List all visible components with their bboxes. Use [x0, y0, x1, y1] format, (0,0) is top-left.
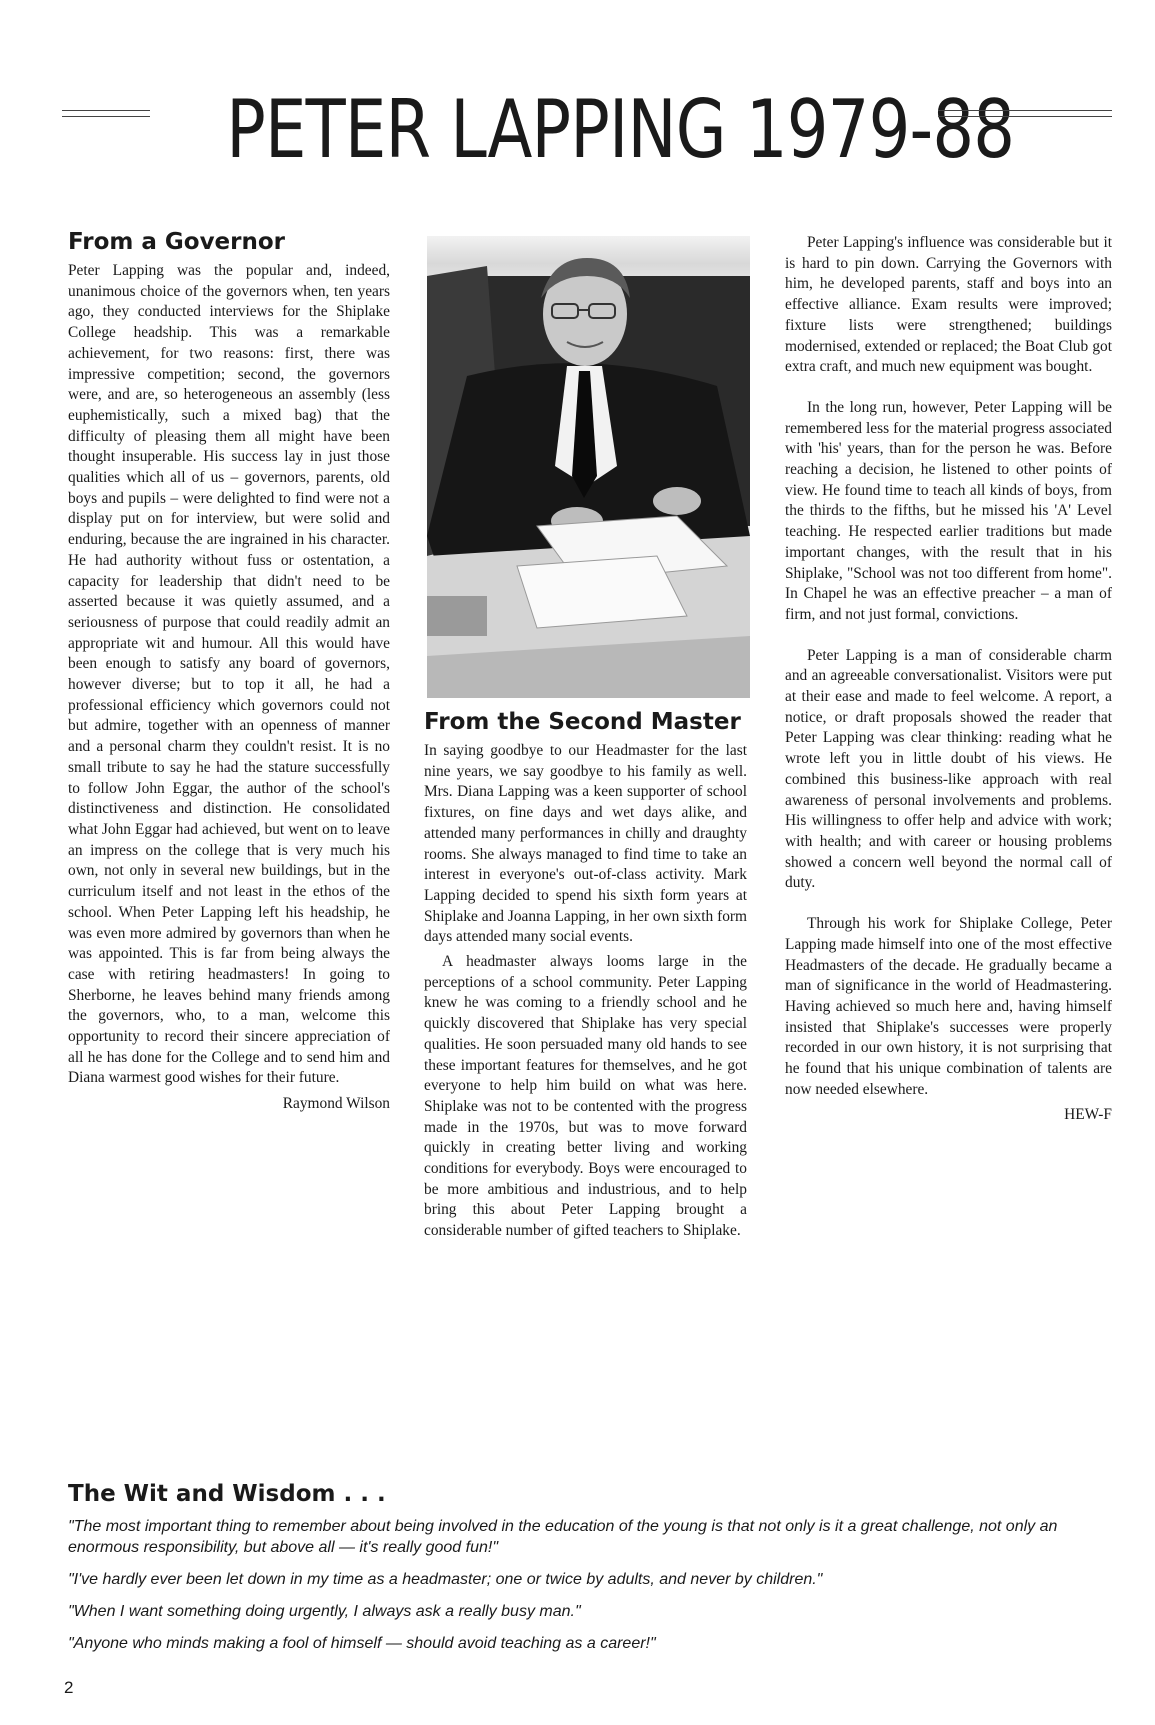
governor-heading: From a Governor: [68, 229, 286, 255]
masthead-rule-left: [62, 110, 150, 117]
page-title: PETER LAPPING 1979-88: [226, 83, 1015, 176]
masthead-rule-right: [938, 110, 1112, 117]
portrait-photo: [427, 236, 750, 698]
third-column: [785, 233, 1112, 1126]
second-master-column: [424, 708, 747, 1242]
second-master-paragraph: In saying goodbye to our Headmaster for the last nine years, we say goodbye to his family as well. Mrs. Diana Lapping was a keen supporter of school fixtures, on fine days and wet days alike, and attended many performances in chilly and draughty rooms. She always managed to find time to take an interest in everyone's out-of-class activity. Mark Lapping decided to spend his sixth form years at Shiplake and Joanna Lapping, in her own sixth form days attended many social events.: [424, 742, 747, 946]
second-master-paragraph: A headmaster always looms large in the perceptions of a school community. Peter Lapping knew he was coming to a friendly school and he quickly discovered that Shiplake has very special qualities. He soon persuaded many old hands to see these important features for themselves, and he got everyone to help him build on what was here. Shiplake was not to be contented with the progress made in the 1970s, but was to move forward quickly in creating better living and working conditions for everybody. Boys were encouraged to be more ambitious and industrious, and to help bring this about Peter Lapping brought a considerable number of gifted teachers to Shiplake.: [424, 953, 747, 1240]
governor-signature: Raymond Wilson: [282, 1095, 390, 1113]
col3-paragraph: In the long run, however, Peter Lapping will be remembered less for the material progress associated with 'his' years, than for the person he was. Before reaching a decision, he listened to other points of view. He found time to teach all kinds of boys, from the thirds to the fifths, but he missed his 'A' Level teaching. He respected earlier traditions but made important changes, with the result that in his Shiplake, "School was not too different from home". In Chapel he was an effective preacher – a man of firm, and not just formal, convictions.: [785, 398, 1112, 623]
portrait-illustration: [427, 236, 750, 698]
wit-quote: "I've hardly ever been let down in my time as a headmaster; one or twice by adults, and never by children.": [68, 1571, 823, 1588]
governor-column: [68, 228, 390, 1115]
wit-heading: The Wit and Wisdom . . .: [68, 1481, 386, 1507]
wit-quote: "When I want something doing urgently, I always ask a really busy man.": [68, 1603, 581, 1620]
second-master-heading: From the Second Master: [424, 709, 741, 735]
col3-paragraph: Peter Lapping's influence was considerable but it is hard to pin down. Carrying the Governors with him, he developed parents, staff and boys into an effective alliance. Exam results were improved; fixture lists were strengthened; buildings modernised, extended or replaced; the Boat Club got extra craft, and much new equipment was bought.: [785, 234, 1112, 376]
governor-body: Peter Lapping was the popular and, indeed, unanimous choice of the governors when, ten years ago, they conducted interviews for the Shiplake College headship. This was a remarkable achievement, for two reasons: first, there was impressive competition; second, the governors were, and are, so heterogeneous an assembly (less euphemistically, such a mixed bag) that the difficulty of pleasing them all might have been thought insuperable. His success lay in just those qualities which all of us – governors, parents, old boys and pupils – were delighted to find were not a display put on for interview, but were solid and enduring, because the are ingrained in his character. He had authority without fuss or ostentation, a capacity for leadership that didn't need to be asserted because it was quietly assumed, and a seriousness of purpose that could readily admit an appropriate wit and humour. All this would have been enough to satisfy any board of governors, however diverse; but to top it all, he had a professional efficiency which governors could not but admire, together with an openness of manner and a personal charm they couldn't resist. It is no small tribute to say he had the stature successfully to follow John Eggar, the author of the school's distinctiveness and distinction. He consolidated what John Eggar had achieved, but went on to leave an impress on the college that is very much his own, not only in several new buildings, but in the curriculum itself and not least in the ethos of the school. When Peter Lapping left his headship, he was even more admired by governors than when he was appointed. This is far from being always the case with retiring headmasters! In going to Sherborne, he leaves behind many friends among the governors, who, to a man, welcome this opportunity to record their sincere appreciation of all he has done for the College and to send him and Diana warmest good wishes for their future.: [68, 262, 390, 1087]
col3-paragraph: Through his work for Shiplake College, Peter Lapping made himself into one of the most effective Headmasters of the decade. He gradually became a man of significance in the world of Headmastering. Having achieved so much here and, having himself insisted that Shiplake's successes were properly recorded in our own history, it is not surprising that he found that his unique combination of talents are now needed elsewhere.: [785, 915, 1112, 1098]
col3-paragraph: Peter Lapping is a man of considerable charm and an agreeable conversationalist. Visitors were put at their ease and made to feel welcome. A report, a notice, or draft proposals showed the reader that Peter Lapping was clear thinking: reading what he wrote left you in little doubt of his views. He combined this business-like approach with real awareness of personal involvements and problems. His willingness to offer help and advice with work; with health; and with career or housing problems showed a concern well beyond the normal call of duty.: [785, 646, 1112, 892]
wit-quote: "Anyone who minds making a fool of himself — should avoid teaching as a career!": [68, 1635, 656, 1652]
page-number: 2: [64, 1678, 74, 1697]
col3-signature: HEW-F: [1064, 1106, 1112, 1124]
wit-and-wisdom-section: [68, 1480, 1112, 1665]
wit-quote: "The most important thing to remember about being involved in the education of the young is that not only is it a great challenge, not only an enormous responsibility, but above all — it's really good fun!": [68, 1518, 1058, 1556]
masthead: [62, 80, 1112, 190]
